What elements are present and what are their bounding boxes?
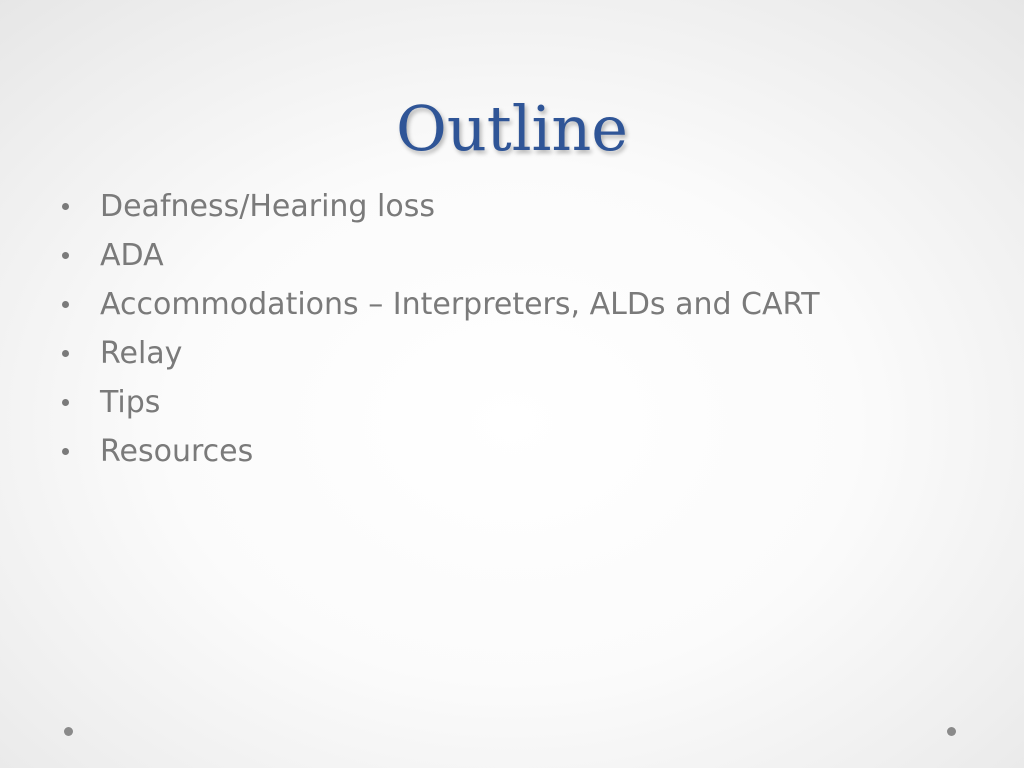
bullet-text: Relay	[100, 336, 183, 371]
bullet-text: Tips	[100, 385, 161, 420]
bullet-text: Resources	[100, 434, 254, 469]
corner-dot-right-icon	[947, 727, 956, 736]
bullet-icon	[62, 448, 69, 455]
bullet-icon	[62, 399, 69, 406]
bullet-icon	[62, 301, 69, 308]
bullet-text: Deafness/Hearing loss	[100, 189, 435, 224]
bullet-icon	[62, 252, 69, 259]
corner-dot-left-icon	[64, 727, 73, 736]
slide-title: Outline	[396, 92, 628, 165]
bullet-icon	[62, 350, 69, 357]
bullet-text: Accommodations – Interpreters, ALDs and CART	[100, 287, 820, 322]
bullet-text: ADA	[100, 238, 164, 273]
bullet-icon	[62, 203, 69, 210]
